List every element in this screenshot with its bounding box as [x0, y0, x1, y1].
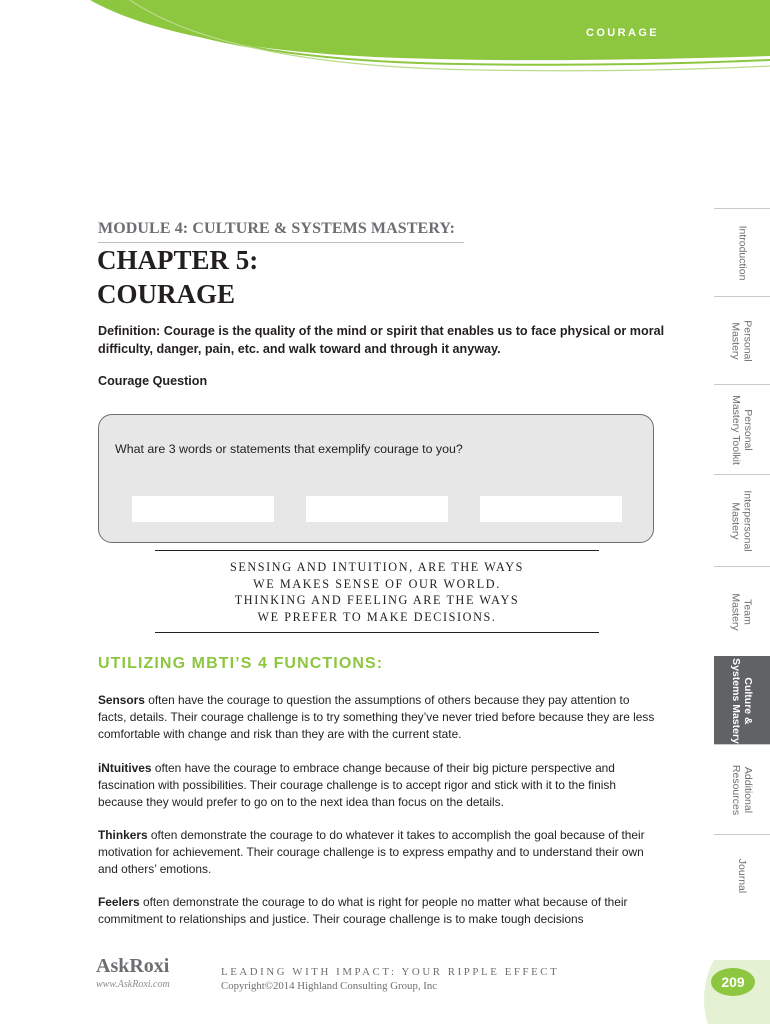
side-nav: [714, 208, 770, 916]
paragraph-term: Feelers: [98, 895, 140, 909]
side-tab-label: Journal: [735, 858, 748, 894]
paragraph-body: often have the courage to embrace change because of their big picture perspective and fascination with possibilities. Their courage challenge is to accept rigor and stick with it to the finish because they would prefer to go on to the next idea than focus on the details.: [98, 761, 616, 809]
side-tab-interpersonal-mastery[interactable]: [714, 474, 770, 567]
side-tab-label: Mastery: [729, 322, 742, 360]
side-tab-label: Resources: [729, 764, 742, 816]
paragraph-term: Thinkers: [98, 828, 148, 842]
paragraph-body: often demonstrate the courage to do whatever it takes to accomplish the goal because of their motivation for achievement. Their courage challenge is to express empathy and to understand their own and others’ emotions.: [98, 828, 645, 876]
paragraph-intuitives: [98, 760, 658, 810]
paragraph-term: Sensors: [98, 693, 145, 707]
side-tab-team-mastery[interactable]: [714, 566, 770, 657]
logo-text: AskRoxi: [96, 955, 170, 977]
side-tab-label: Mastery: [730, 593, 742, 631]
side-tab-label: Systems Mastery: [730, 658, 742, 744]
pull-quote-line: SENSING AND INTUITION, ARE THE WAYS: [229, 560, 525, 574]
header-section-label: COURAGE: [585, 27, 660, 39]
chapter-number: CHAPTER 5:: [97, 245, 259, 275]
module-title: MODULE 4: CULTURE & SYSTEMS MASTERY:: [98, 220, 464, 243]
side-tab-personal-mastery-toolkit[interactable]: [714, 384, 770, 475]
chapter-title: [97, 243, 258, 311]
paragraph-body: often have the courage to question the assumptions of others because they pay attention to facts, details. Their courage challenge is to try something they’ve never tried before because they are less comfortable with change and risk than they are with the current state.: [98, 693, 655, 741]
pull-quote-line: THINKING AND FEELING ARE THE WAYS: [234, 593, 520, 608]
answer-field-1[interactable]: [132, 496, 274, 522]
chapter-name: COURAGE: [97, 279, 236, 309]
paragraph-thinkers: [98, 827, 658, 877]
side-tab-label: Personal: [741, 320, 754, 362]
answer-field-3[interactable]: [480, 496, 622, 522]
page-number-badge: [700, 960, 770, 1024]
section-heading: UTILIZING MBTI’S 4 FUNCTIONS:: [98, 655, 384, 672]
footer-tagline: LEADING WITH IMPACT: YOUR RIPPLE EFFECT: [221, 966, 560, 978]
pull-quote-line: WE PREFER TO MAKE DECISIONS.: [257, 609, 497, 624]
page-number: 209: [721, 974, 745, 990]
side-tab-additional-resources[interactable]: [714, 744, 770, 835]
side-tab-label: Introduction: [736, 225, 748, 281]
pull-quote-line: WE MAKES SENSE OF OUR WORLD.: [253, 576, 501, 591]
side-tab-journal[interactable]: [714, 834, 770, 917]
side-tab-introduction[interactable]: [714, 208, 770, 297]
question-heading: Courage Question: [98, 374, 208, 388]
paragraph-body: often demonstrate the courage to do what is right for people no matter what because of their commitment to relationships and justice. Their courage challenge is to make tough decisions: [98, 895, 628, 926]
side-tab-label: Team: [742, 599, 754, 625]
side-tab-label: Mastery: [730, 502, 743, 540]
paragraph-term: iNtuitives: [98, 761, 152, 775]
side-tab-label: Mastery Toolkit: [730, 395, 742, 465]
paragraph-feelers: [98, 894, 658, 928]
logo-url: www.AskRoxi.com: [96, 979, 170, 990]
question-prompt: What are 3 words or statements that exemplify courage to you?: [115, 442, 463, 456]
answer-field-2[interactable]: [306, 496, 448, 522]
header-wave-graphic: [0, 0, 770, 90]
side-tab-label: Additional: [741, 766, 754, 814]
pull-quote: [155, 550, 599, 633]
side-tab-personal-mastery[interactable]: [714, 296, 770, 385]
side-tab-label: Personal: [742, 409, 754, 451]
paragraph-sensors: [98, 692, 658, 742]
askroxi-logo: [96, 955, 170, 990]
side-tab-label: Interpersonal: [742, 490, 755, 552]
side-tab-culture-systems-mastery[interactable]: [714, 656, 770, 745]
definition-text: Definition: Courage is the quality of the mind or spirit that enables us to face physical or moral difficulty, danger, pain, etc. and walk toward and through it anyway.: [98, 324, 665, 356]
footer-copyright: Copyright©2014 Highland Consulting Group, Inc: [221, 980, 438, 992]
side-tab-label: Culture &: [742, 677, 754, 725]
question-box: [98, 414, 654, 543]
